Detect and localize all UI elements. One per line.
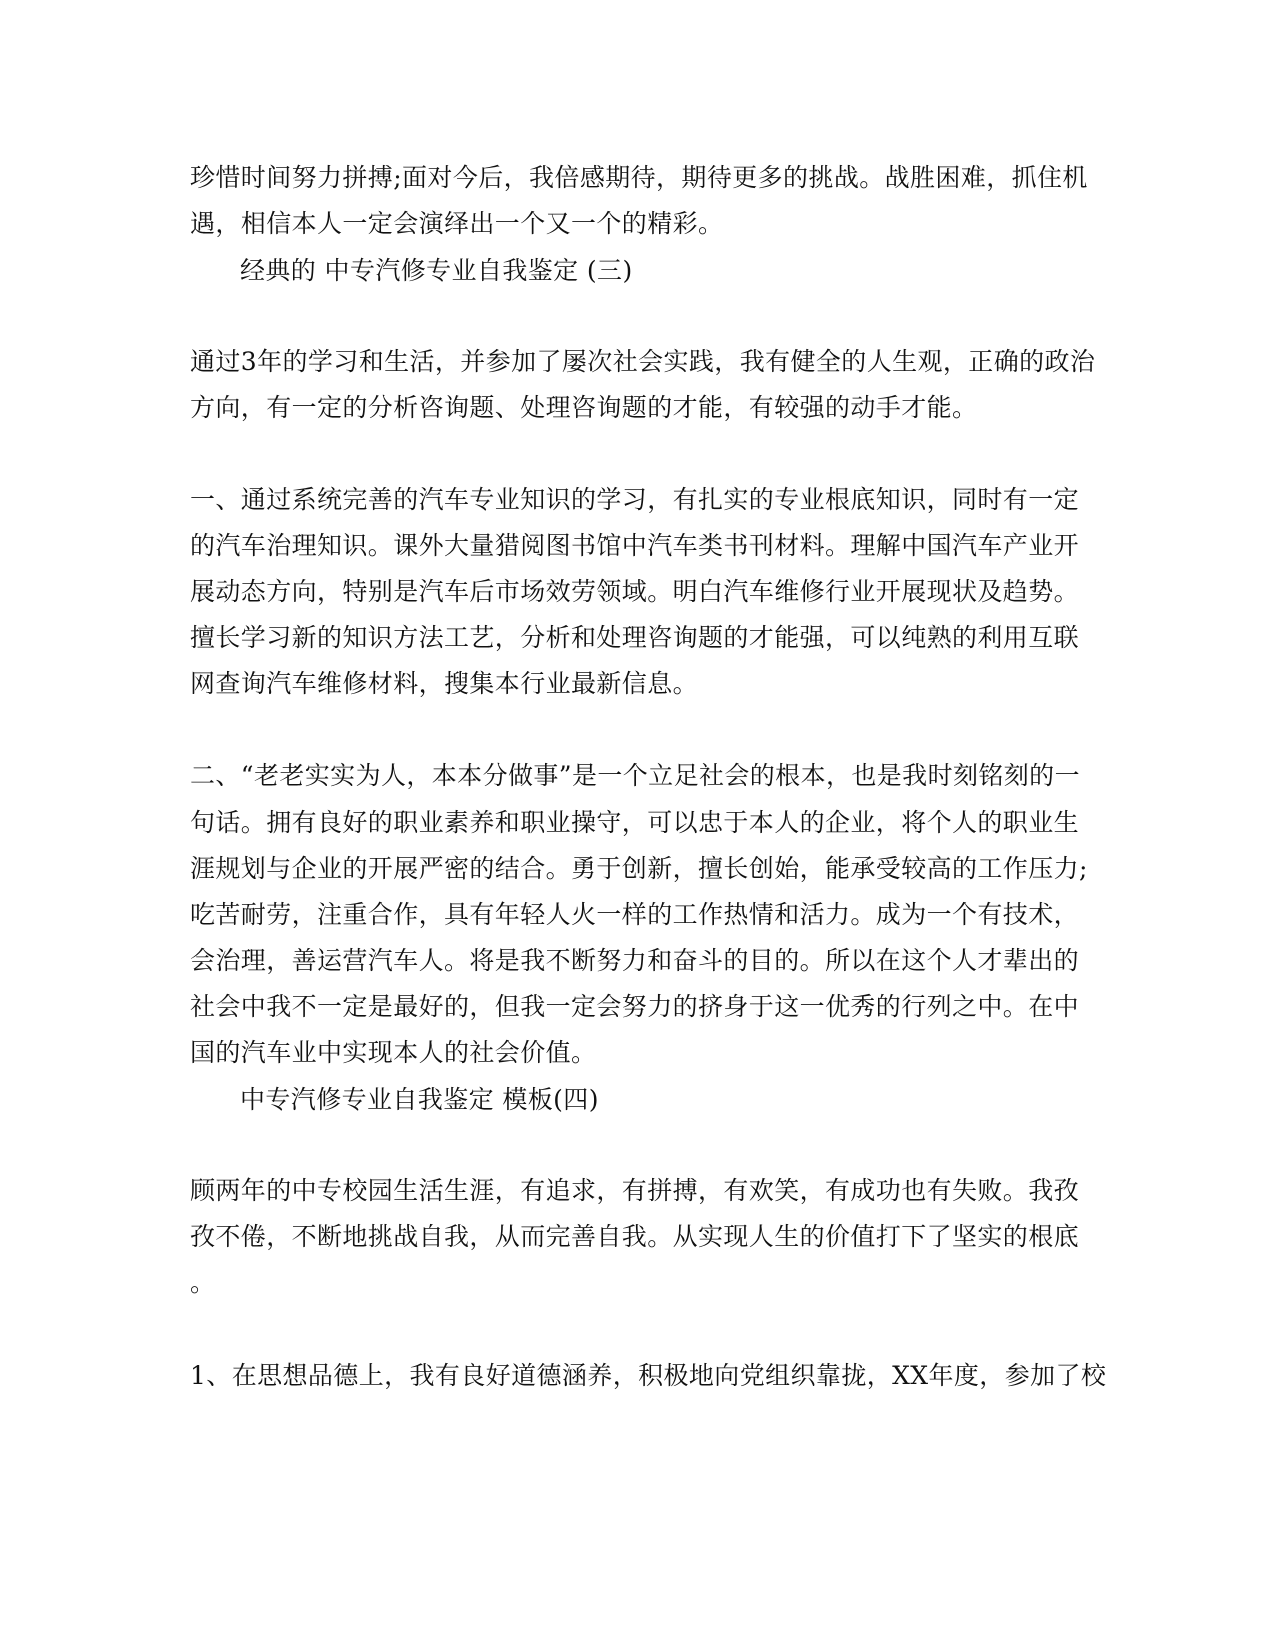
body-line: 顾两年的中专校园生活生涯，有追求，有拼搏，有欢笑，有成功也有失败。我孜 xyxy=(190,1176,1080,1205)
body-line: 二、“老老实实为人，本本分做事”是一个立足社会的根本，也是我时刻铭刻的一 xyxy=(190,761,1080,790)
body-line: 社会中我不一定是最好的，但我一定会努力的挤身于这一优秀的行列之中。在中 xyxy=(190,992,1080,1021)
body-line: 展动态方向，特别是汽车后市场效劳领域。明白汽车维修行业开展现状及趋势。 xyxy=(190,577,1080,606)
section-heading: 中专汽修专业自我鉴定 模板(四) xyxy=(240,1085,599,1114)
body-line: 珍惜时间努力拼搏;面对今后，我倍感期待，期待更多的挑战。战胜困难，抓住机 xyxy=(190,163,1088,192)
body-line: 孜不倦，不断地挑战自我，从而完善自我。从实现人生的价值打下了坚实的根底 xyxy=(190,1222,1080,1251)
body-line: 会治理，善运营汽车人。将是我不断努力和奋斗的目的。所以在这个人才辈出的 xyxy=(190,946,1080,975)
body-line: 句话。拥有良好的职业素养和职业操守，可以忠于本人的企业，将个人的职业生 xyxy=(190,808,1080,837)
body-line: 1、在思想品德上，我有良好道德涵养，积极地向党组织靠拢，XX年度，参加了校 xyxy=(190,1361,1107,1390)
body-line: 。 xyxy=(190,1268,216,1297)
body-line: 擅长学习新的知识方法工艺，分析和处理咨询题的才能强，可以纯熟的利用互联 xyxy=(190,623,1080,652)
body-line: 一、通过系统完善的汽车专业知识的学习，有扎实的专业根底知识，同时有一定 xyxy=(190,485,1080,514)
body-line: 涯规划与企业的开展严密的结合。勇于创新，擅长创始，能承受较高的工作压力; xyxy=(190,854,1088,883)
section-heading: 经典的 中专汽修专业自我鉴定 (三) xyxy=(240,256,633,285)
body-line: 方向，有一定的分析咨询题、处理咨询题的才能，有较强的动手才能。 xyxy=(190,393,978,422)
body-line: 吃苦耐劳，注重合作，具有年轻人火一样的工作热情和活力。成为一个有技术， xyxy=(190,900,1080,929)
body-line: 遇，相信本人一定会演绎出一个又一个的精彩。 xyxy=(190,209,724,238)
body-line: 国的汽车业中实现本人的社会价值。 xyxy=(190,1038,597,1067)
body-line: 通过3年的学习和生活，并参加了屡次社会实践，我有健全的人生观，正确的政治 xyxy=(190,347,1096,376)
body-line: 的汽车治理知识。课外大量猎阅图书馆中汽车类书刊材料。理解中国汽车产业开 xyxy=(190,531,1080,560)
body-line: 网查询汽车维修材料，搜集本行业最新信息。 xyxy=(190,669,699,698)
